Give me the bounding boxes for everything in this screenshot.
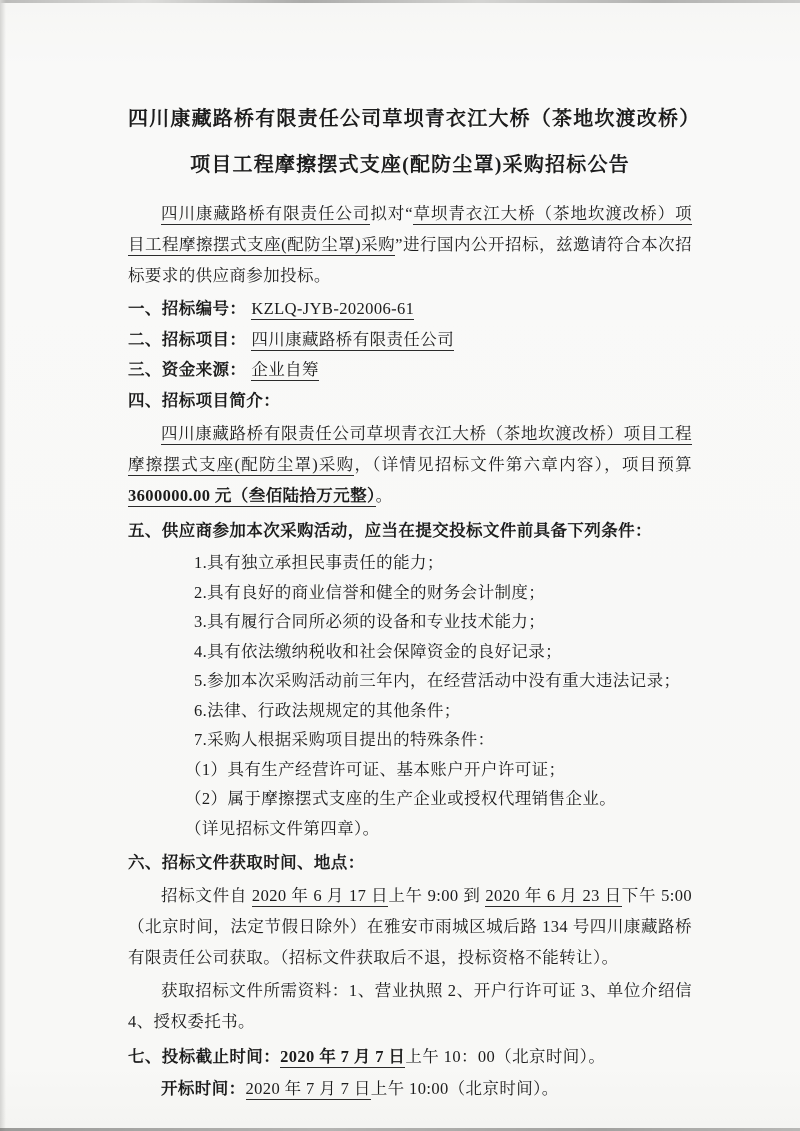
bid-deadline-label: 七、投标截止时间： [128,1047,281,1066]
intro-project-underlined: 草坝青衣江大桥（茶地坎渡改桥）项目工程摩擦摆式支座(配防尘罩)采购 [128,204,692,254]
item-tender-project [128,325,692,356]
section5-heading: 五、供应商参加本次采购活动，应当在提交投标文件前具备下列条件： [128,521,652,540]
funding-source-label: 三、资金来源： [128,360,247,379]
brief-budget-words: 元（叁佰陆拾万元整） [210,486,376,505]
condition-4: 4.具有依法缴纳税收和社会保障资金的良好记录； [194,641,563,661]
tender-project-value: 四川康藏路桥有限责任公司 [251,329,455,349]
document-obtain-paragraph [128,880,692,973]
bid-opening-label: 开标时间： [161,1079,246,1098]
title-line-1: 四川康藏路桥有限责任公司草坝青衣江大桥（茶地坎渡改桥） [128,108,701,130]
brief-project-underlined: 四川康藏路桥有限责任公司草坝青衣江大桥（茶地坎渡改桥）项目工程摩擦摆式支座(配防尘罩)采购 [128,424,692,474]
condition-7: 7.采购人根据采购项目提出的特殊条件： [194,730,495,749]
bid-deadline-time: 上午 10：00（北京时间）。 [405,1047,606,1066]
condition-1: 1.具有独立承担民事责任的能力； [194,553,444,572]
bid-deadline-line [128,1041,692,1072]
intro-text-rest: ”进行国内公开招标，兹邀请符合本次招标要求的供应商参加投标。 [128,235,692,285]
title-line-2: 项目工程摩擦摆式支座(配防尘罩)采购招标公告 [190,154,630,176]
required-materials-paragraph: 获取招标文件所需资料：1、营业执照 2、开户行许可证 3、单位介绍信 4、授权委托书。 [128,981,692,1031]
condition-7-sub-1: （1）具有生产经营许可证、基本账户开户许可证； [185,759,566,779]
document-title [128,96,701,188]
intro-company-underlined: 四川康藏路桥有限责任公司 [161,204,371,223]
intro-paragraph [128,198,692,291]
scan-edge-left [0,0,6,1131]
project-brief-label: 四、招标项目简介： [128,390,281,410]
supplier-conditions-list [128,548,692,843]
brief-end: 。 [375,486,393,505]
obtain-text-1: 招标文件自 [161,886,252,905]
item-tender-number [128,294,692,325]
bid-opening-line [128,1074,692,1104]
tender-number-value: KZLQ-JYB-202006-61 [251,299,415,318]
item-funding-source [128,355,692,386]
condition-6: 6.法律、行政法规规定的其他条件； [194,700,461,720]
brief-text: ，（详情见招标文件第六章内容），项目预算 [354,455,693,474]
section7 [128,1041,692,1104]
obtain-end-date: 2020 年 6 月 23 日 [485,886,622,905]
intro-text: 拟对“ [370,204,413,223]
tender-project-label: 二、招标项目： [128,329,247,349]
bid-opening-time: 上午 10:00（北京时间）。 [370,1079,559,1098]
bid-deadline-date: 2020 年 7 月 7 日 [280,1047,406,1066]
obtain-text-3: 下午 5:00（北京时间，法定节假日除外）在雅安市雨城区城后路 134 号四川康藏路桥有限责任公司获取。（招标文件获取后不退，投标资格不能转让）。 [128,886,692,967]
scan-edge-top [0,0,800,3]
condition-7-sub-2: （2）属于摩擦摆式支座的生产企业或授权代理销售企业。 [185,789,617,808]
section6 [128,847,692,1037]
obtain-text-2: 上午 9:00 到 [388,886,486,905]
bid-opening-date: 2020 年 7 月 7 日 [245,1079,371,1098]
tender-number-label: 一、招标编号： [128,299,247,318]
item-project-brief [128,386,692,417]
obtain-start-date: 2020 年 6 月 17 日 [251,886,389,905]
condition-3: 3.具有履行合同所必须的设备和专业技术能力； [194,612,546,631]
project-brief-paragraph [128,418,692,511]
numbered-items [128,294,692,416]
funding-source-value: 企业自筹 [251,360,319,379]
section6-heading: 六、招标文件获取时间、地点： [128,853,365,872]
brief-budget-amount: 3600000.00 [128,486,211,505]
condition-note: （详见招标文件第四章）。 [185,818,380,838]
condition-2: 2.具有良好的商业信誉和健全的财务会计制度； [194,582,546,602]
condition-5: 5.参加本次采购活动前三年内，在经营活动中没有重大违法记录； [194,671,681,690]
